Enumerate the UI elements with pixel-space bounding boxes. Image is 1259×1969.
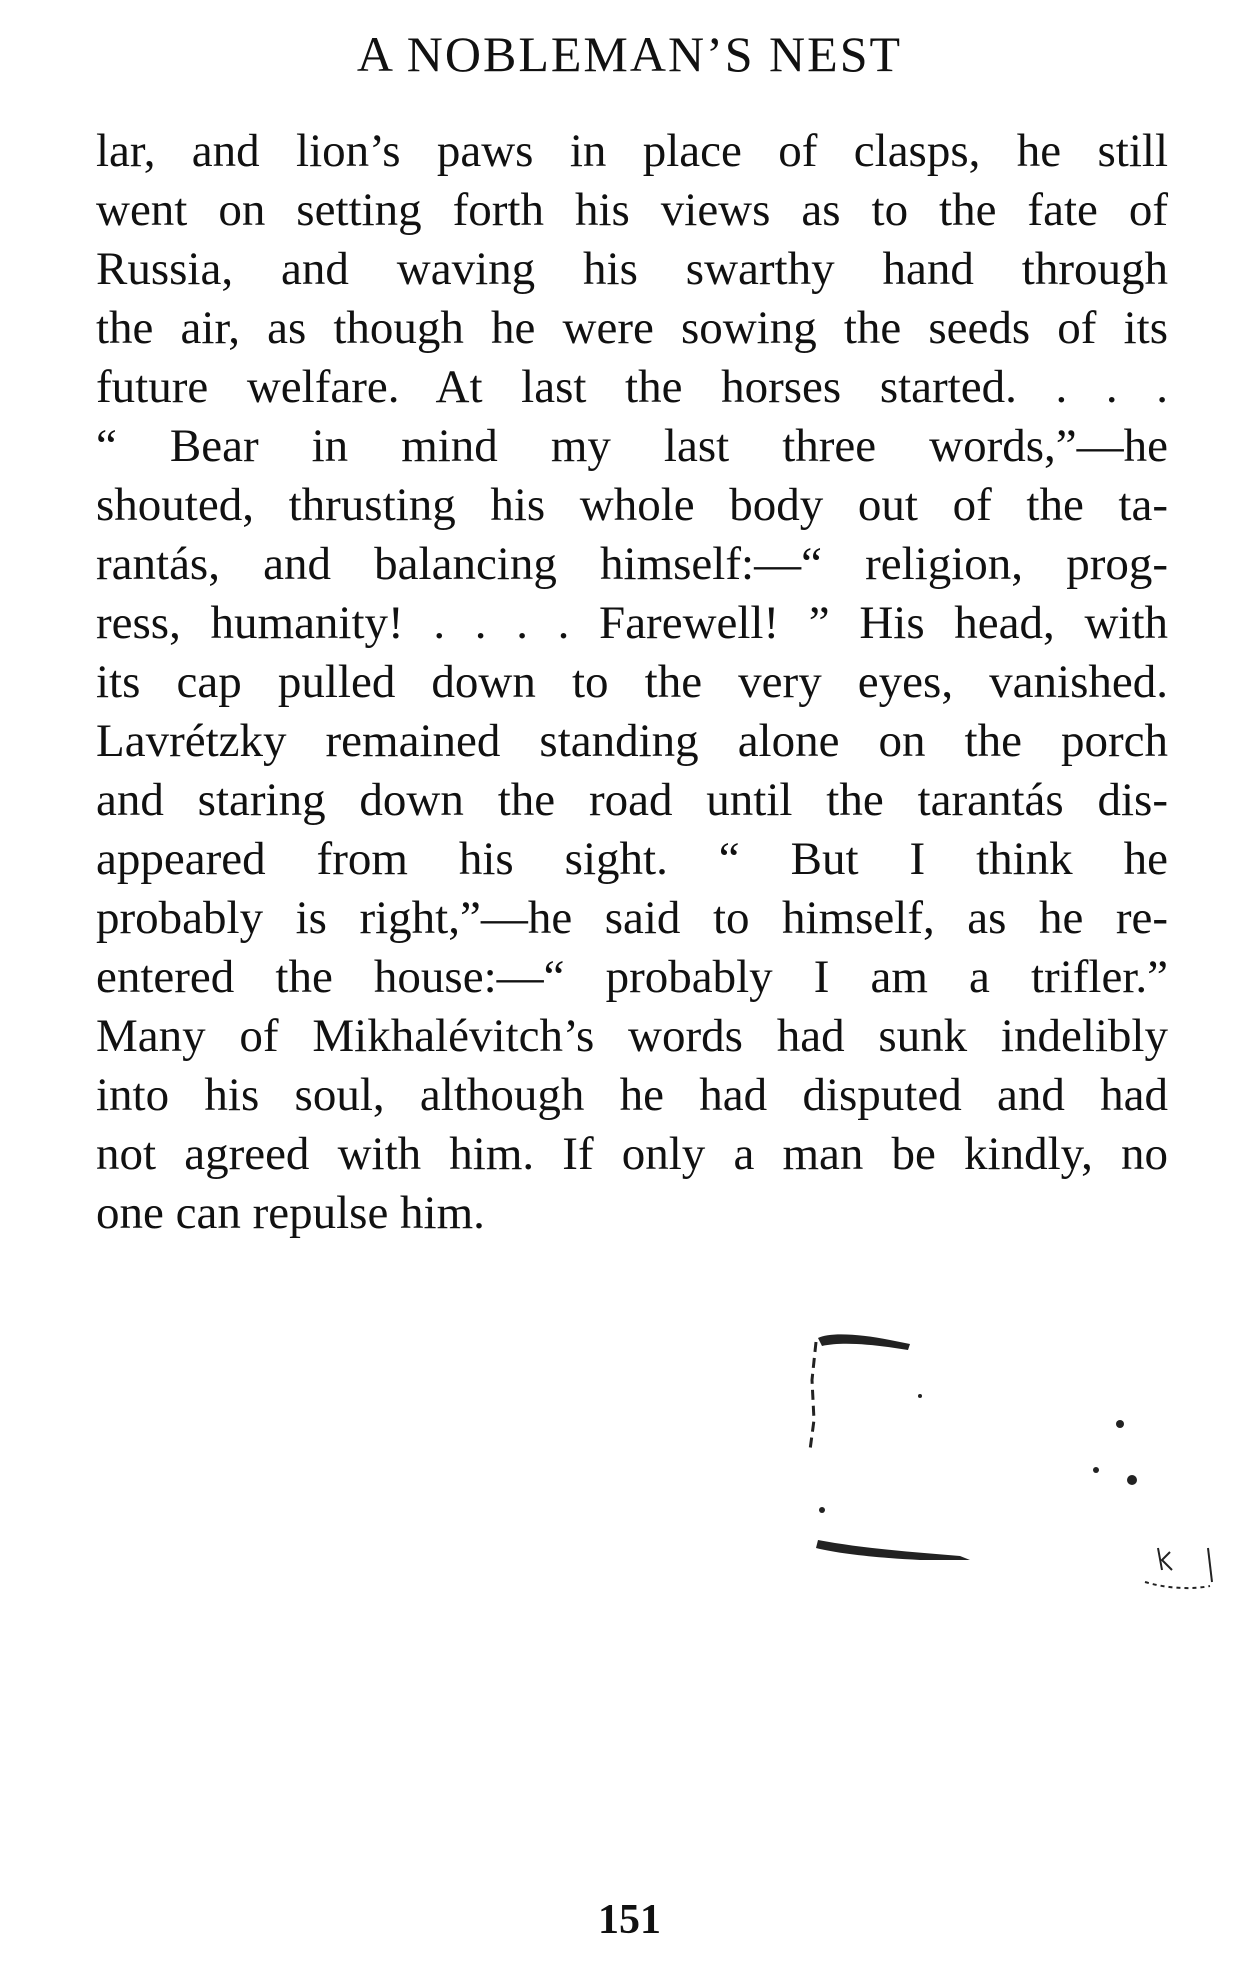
text-line: its cap pulled down to the very eyes, vanished. xyxy=(96,656,1168,708)
text-line: the air, as though he were sowing the seeds of its xyxy=(96,302,1168,354)
text-line: not agreed with him. If only a man be kindly, no xyxy=(96,1128,1168,1180)
text-line: appeared from his sight. “ But I think he xyxy=(96,833,1168,885)
text-line: Russia, and waving his swarthy hand through xyxy=(96,243,1168,295)
text-line: ress, humanity! . . . . Farewell! ” His head, with xyxy=(96,597,1168,649)
text-line: Many of Mikhalévitch’s words had sunk indelibly xyxy=(96,1010,1168,1062)
text-line: shouted, thrusting his whole body out of the ta- xyxy=(96,479,1168,531)
text-line: probably is right,”—he said to himself, as he re- xyxy=(96,892,1168,944)
text-line: one can repulse him. xyxy=(96,1187,485,1239)
text-line: Lavrétzky remained standing alone on the porch xyxy=(96,715,1168,767)
body-text xyxy=(96,122,1168,1243)
text-line: entered the house:—“ probably I am a trifler.” xyxy=(96,951,1168,1003)
text-line: rantás, and balancing himself:—“ religion, prog- xyxy=(96,538,1168,590)
text-line: into his soul, although he had disputed and had xyxy=(96,1069,1168,1121)
running-title: A NOBLEMAN’S NEST xyxy=(356,26,903,82)
text-line: and staring down the road until the tarantás dis- xyxy=(96,774,1168,826)
text-line: lar, and lion’s paws in place of clasps, he still xyxy=(96,125,1168,177)
page-number: 151 xyxy=(598,1897,661,1943)
text-line: future welfare. At last the horses started. . . . xyxy=(96,361,1168,413)
text-line: “ Bear in mind my last three words,”—he xyxy=(96,420,1168,472)
text-line: went on setting forth his views as to the fate of xyxy=(96,184,1168,236)
library-stamp-mark xyxy=(770,1320,1259,1640)
